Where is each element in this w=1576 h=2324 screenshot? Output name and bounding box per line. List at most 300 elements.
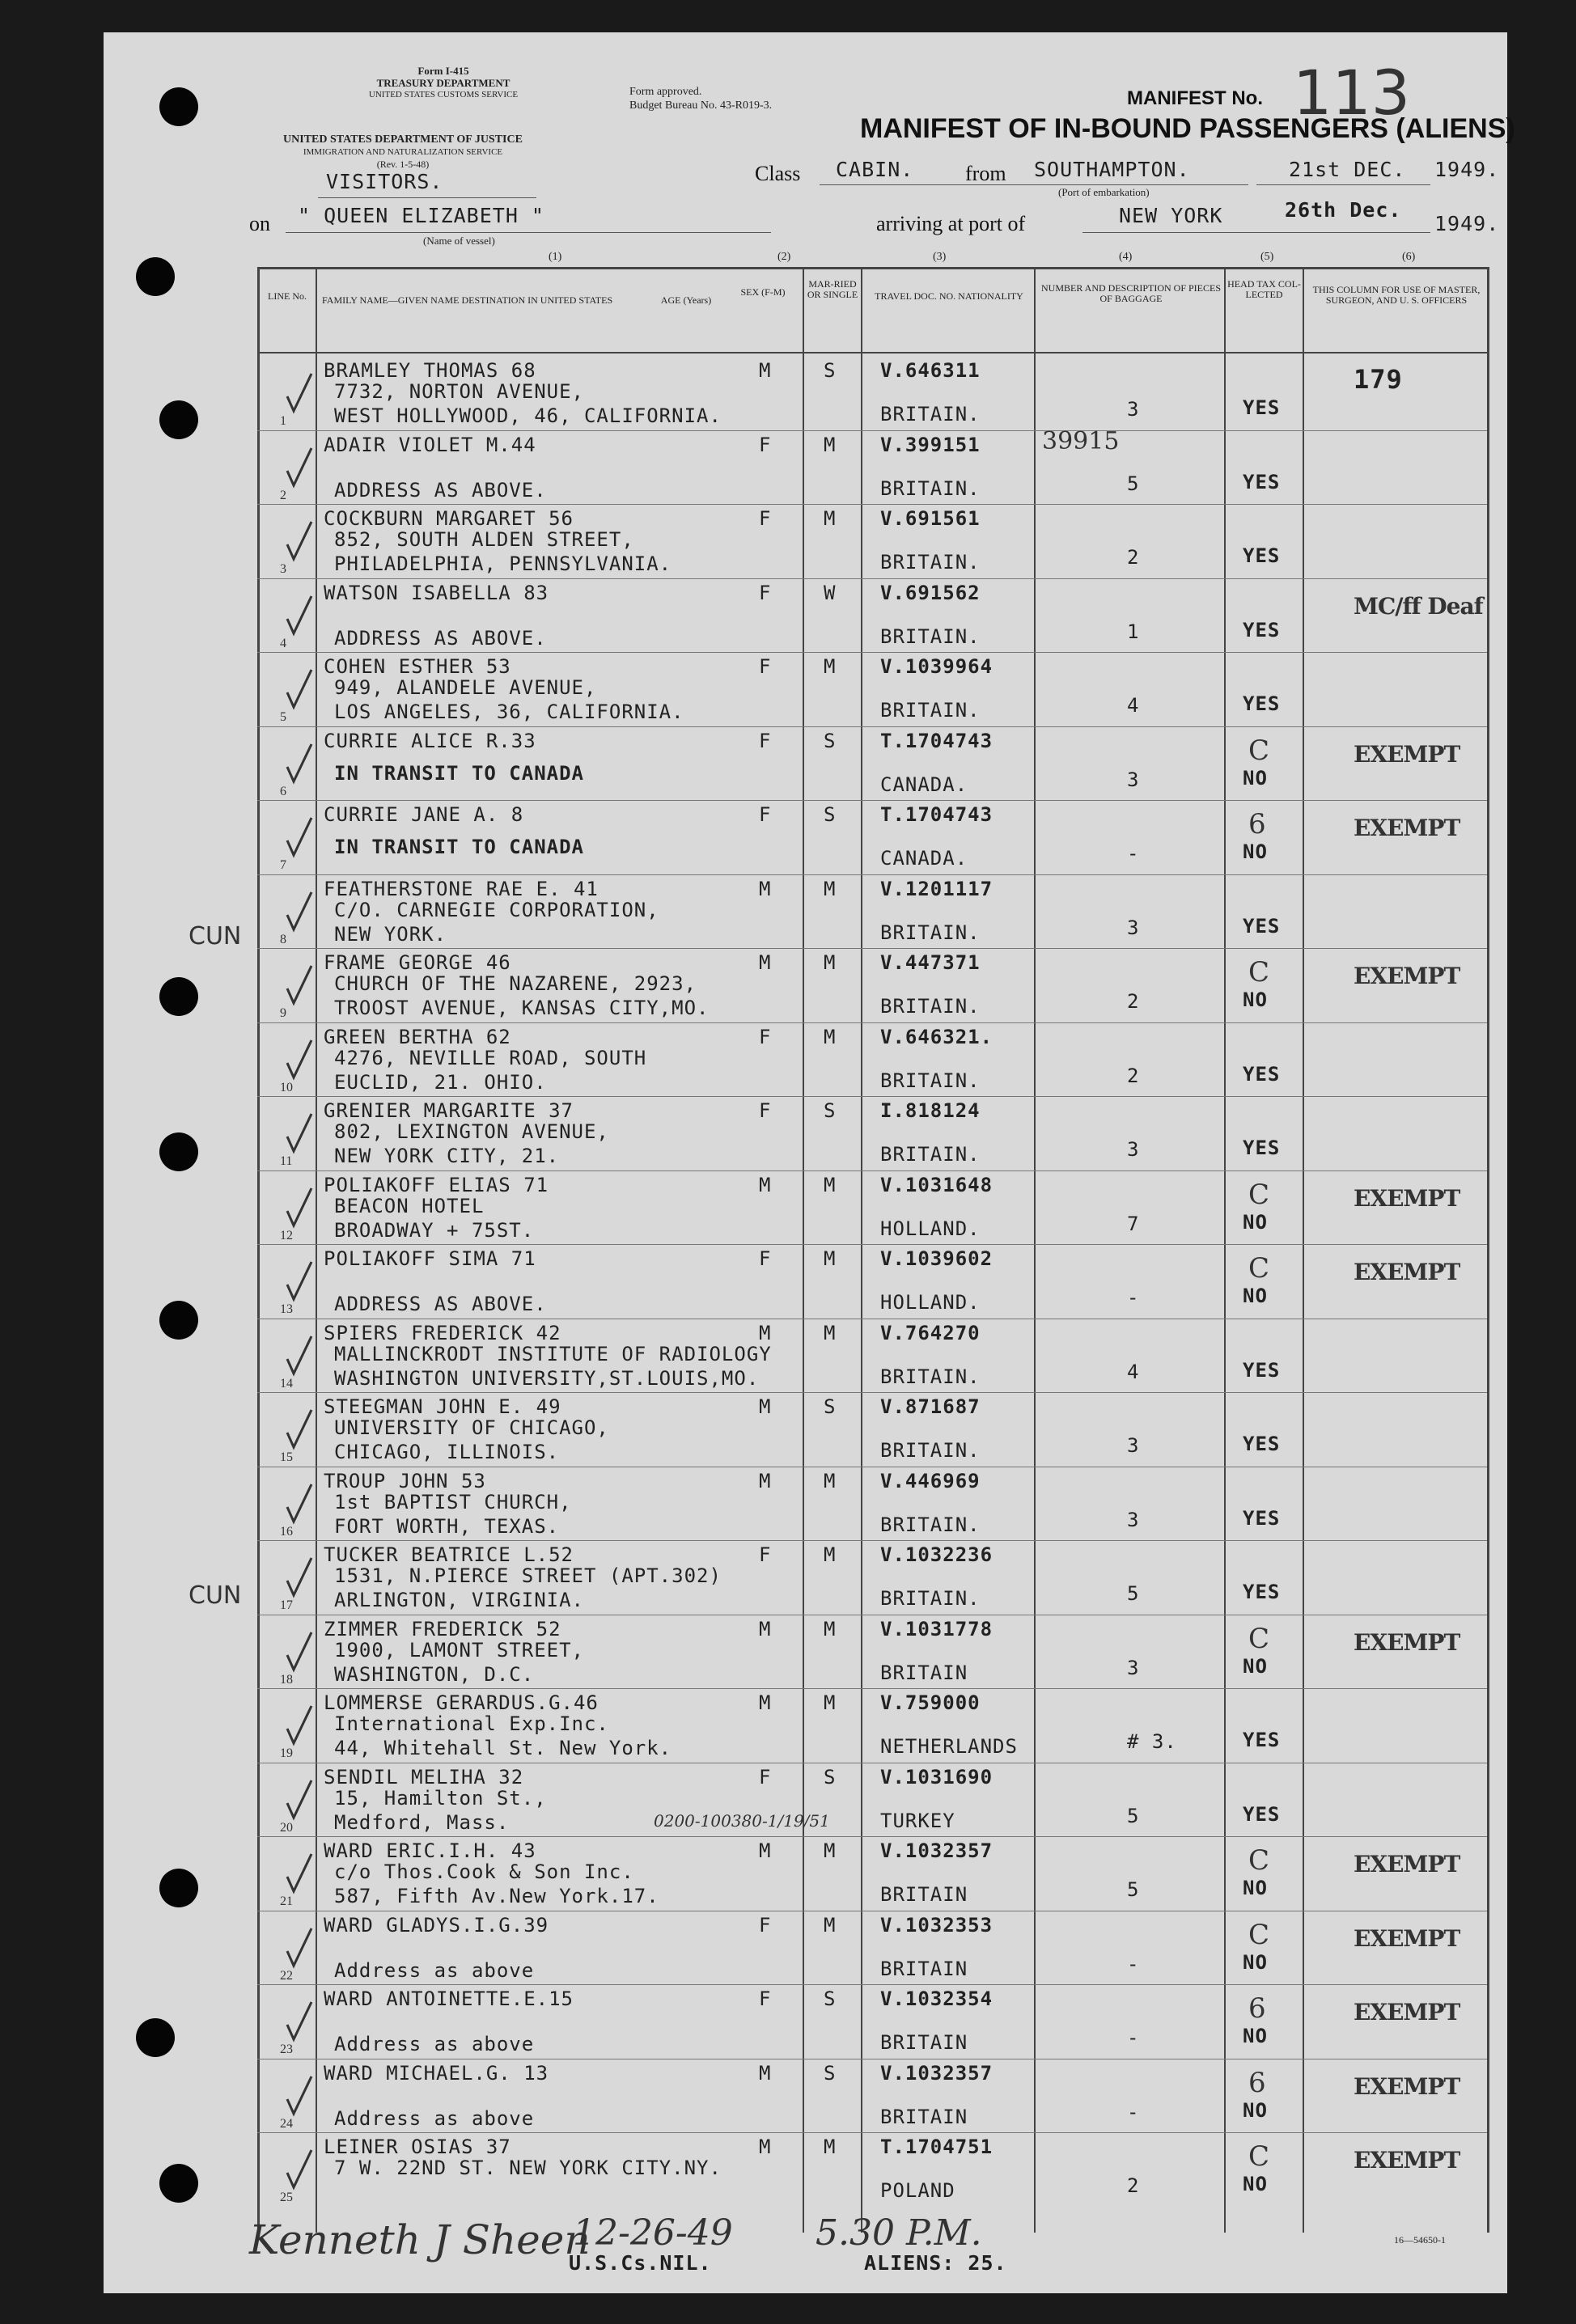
travel-doc-number: V.871687 [880,1395,981,1418]
from-label: from [965,162,1006,185]
baggage-count: 4 [1127,694,1140,717]
line-number: 2 [280,488,286,502]
head-tax-collected: YES [1243,1802,1281,1826]
baggage-count: 1 [1127,620,1140,643]
officer-remark: EXEMPT [1354,815,1460,841]
head-tax-collected: NO [1243,1285,1268,1307]
baggage-count: 3 [1127,1434,1140,1457]
binder-hole [136,257,175,296]
head-tax-collected: YES [1243,544,1281,567]
col-head-head-tax: HEAD TAX COL-LECTED [1227,278,1301,300]
passenger-name-age: GREEN BERTHA 62 [324,1025,511,1048]
check-mark-icon [286,1483,313,1525]
marital-status: S [824,359,837,382]
nationality: BRITAIN [880,1957,968,1980]
head-tax-collected: YES [1243,1062,1281,1086]
row-divider [257,578,1487,579]
check-mark-icon [286,595,313,637]
baggage-count: 5 [1127,1878,1140,1901]
row-divider [257,726,1487,727]
passenger-name-age: CURRIE JANE A. 8 [324,803,524,826]
nationality: BRITAIN. [880,1365,981,1388]
col-divider [1034,267,1036,2233]
head-tax-collected: YES [1243,618,1281,641]
travel-doc-number: V.1031648 [880,1173,993,1196]
line-number: 17 [280,1598,293,1612]
travel-doc-number: V.1039964 [880,655,993,678]
baggage-count: 3 [1127,1656,1140,1679]
arrival-port: NEW YORK [1119,204,1223,227]
margin-note-cun: CUN [189,1581,242,1610]
row-divider [257,1170,1487,1171]
marital-status: S [824,1395,837,1418]
col-num-6: (6) [1402,251,1416,263]
on-label: on [249,212,270,235]
baggage-count: 3 [1127,916,1140,939]
passenger-name-age: COHEN ESTHER 53 [324,655,511,678]
manifest-page [104,32,1515,2293]
destination-line: ADDRESS AS ABOVE. [334,478,547,502]
passenger-name-age: SENDIL MELIHA 32 [324,1765,524,1789]
aliens-count: ALIENS: 25. [864,2251,1007,2275]
line-number: 24 [280,2116,293,2131]
nationality: CANADA. [880,773,968,796]
baggage-count: 3 [1127,398,1140,421]
destination-line: WASHINGTON UNIVERSITY,ST.LOUIS,MO. [334,1366,760,1390]
baggage-count: # 3. [1127,1730,1177,1753]
marital-status: M [824,1617,837,1640]
arrival-date: 26th Dec. [1285,198,1402,222]
nationality: BRITAIN. [880,921,981,944]
col-num-5: (5) [1260,251,1274,263]
line-number: 8 [280,932,286,946]
check-mark-icon [286,447,313,489]
row-divider [257,1096,1487,1097]
passenger-name-age: WARD ANTOINETTE.E.15 [324,1987,574,2010]
check-mark-icon [286,1779,313,1821]
sex-value: F [759,729,772,752]
baggage-count: 2 [1127,1064,1140,1087]
passenger-name-age: WARD ERIC.I.H. 43 [324,1839,536,1862]
vessel-caption: (Name of vessel) [423,235,495,247]
nationality: BRITAIN. [880,1439,981,1462]
destination-line: Medford, Mass. [334,1810,510,1834]
travel-doc-number: V.1201117 [880,877,993,900]
marital-status: M [824,1247,837,1270]
head-tax-collected: NO [1243,2098,1268,2122]
line-number: 14 [280,1376,293,1391]
baggage-count: 3 [1127,1508,1140,1531]
check-mark-icon [286,1260,313,1302]
row-divider [257,430,1487,431]
col-head-travel-doc: TRAVEL DOC. NO. NATIONALITY [875,290,1023,302]
col-num-1: (1) [549,251,562,263]
nationality: POLAND [880,2179,955,2202]
row-divider [257,1540,1487,1541]
head-tax-collected: NO [1243,2173,1268,2195]
marital-status: M [824,1691,837,1714]
row-divider [257,1392,1487,1393]
line-number: 10 [280,1080,293,1094]
row-divider [257,504,1487,505]
travel-doc-number: V.646321. [880,1025,993,1048]
col-divider [861,267,862,2233]
binder-hole [159,400,198,439]
nationality: BRITAIN. [880,624,981,648]
passenger-name-age: WATSON ISABELLA 83 [324,581,549,604]
binder-hole [159,1869,198,1907]
nationality: BRITAIN. [880,403,981,425]
destination-line: NEW YORK. [334,922,447,946]
travel-doc-number: V.646311 [880,359,981,382]
budget-bureau: Budget Bureau No. 43-R019-3. [629,99,773,112]
vessel-name: " QUEEN ELIZABETH " [298,204,544,227]
destination-line: 44, Whitehall St. New York. [334,1737,672,1759]
dept-justice: UNITED STATES DEPARTMENT OF JUSTICE [283,133,523,146]
head-tax-collected: YES [1243,1358,1281,1382]
destination-line: IN TRANSIT TO CANADA [334,761,584,785]
travel-doc-number: V.1039602 [880,1247,993,1270]
check-mark-icon [286,1112,313,1154]
line-number: 7 [280,858,286,872]
line-number: 15 [280,1450,293,1464]
sex-value: M [759,1469,772,1492]
destination-line: ADDRESS AS ABOVE. [334,626,547,650]
embark-year: 1949. [1434,158,1500,181]
check-mark-icon [286,1852,313,1894]
head-tax-collected: YES [1243,1506,1281,1530]
line-number: 19 [280,1746,293,1760]
line-number: 6 [280,784,286,798]
nationality: BRITAIN [880,1661,968,1684]
head-tax-mark: 6 [1248,2066,1266,2099]
col-num-4: (4) [1119,251,1133,263]
check-mark-icon [286,1039,313,1081]
head-tax-mark: C [1248,1622,1270,1655]
destination-line: 15, Hamilton St., [334,1786,547,1810]
travel-doc-number: I.818124 [880,1099,981,1122]
col-head-officers: THIS COLUMN FOR USE OF MASTER, SURGEON, AND U. S. OFFICERS [1312,284,1481,306]
travel-doc-number: V.399151 [880,433,981,456]
binder-hole [136,2018,175,2057]
marital-status: M [824,1913,837,1937]
check-mark-icon [286,1704,313,1746]
travel-doc-number: V.1032236 [880,1543,993,1566]
marital-status: M [824,1321,837,1344]
row-divider [257,652,1487,653]
passenger-name-age: GRENIER MARGARITE 37 [324,1099,574,1122]
binder-hole [159,1132,198,1171]
print-code: 16—54650-1 [1394,2234,1446,2246]
passenger-name-age: LOMMERSE GERARDUS.G.46 [324,1691,599,1714]
nationality: BRITAIN. [880,1069,981,1092]
destination-line: 4276, NEVILLE ROAD, SOUTH [334,1046,647,1069]
head-tax-collected: NO [1243,1654,1268,1678]
check-mark-icon [286,1408,313,1450]
destination-line: C/O. CARNEGIE CORPORATION, [334,898,659,921]
arrival-year: 1949. [1434,212,1500,235]
head-tax-mark: C [1248,1178,1270,1211]
head-tax-collected: YES [1243,914,1281,938]
head-tax-mark: 6 [1248,1992,1266,2025]
line-number: 25 [280,2191,293,2204]
head-tax-collected: YES [1243,692,1281,715]
officer-remark: EXEMPT [1354,2147,1460,2174]
sex-value: F [759,433,772,456]
passenger-name-age: CURRIE ALICE R.33 [324,729,536,752]
line-number: 13 [280,1302,293,1316]
nationality: CANADA. [880,847,968,870]
row-divider [257,800,1487,801]
marital-status: M [824,1173,837,1196]
nationality: BRITAIN. [880,1587,981,1610]
check-mark-icon [286,1556,313,1598]
sex-value: M [759,1395,772,1418]
line-number: 16 [280,1524,293,1539]
col-num-2: (2) [777,251,791,263]
sex-value: F [759,1099,772,1122]
passenger-name-age: ZIMMER FREDERICK 52 [324,1617,561,1640]
nationality: BRITAIN. [880,1143,981,1166]
col-divider [803,267,804,2233]
nationality: BRITAIN. [880,995,981,1018]
passenger-name-age: TROUP JOHN 53 [324,1469,486,1492]
col-head-sex: SEX (F-M) [740,286,786,298]
col-divider [316,267,317,2233]
head-tax-mark: C [1248,1252,1270,1285]
head-tax-mark: C [1248,1844,1270,1877]
nationality: TURKEY [880,1809,955,1832]
baggage-count: - [1127,2026,1140,2049]
destination-line: 7 W. 22ND ST. NEW YORK CITY.NY. [334,2157,722,2179]
destination-line: 852, SOUTH ALDEN STREET, [334,528,634,551]
head-tax-collected: YES [1243,1729,1281,1751]
binder-hole [159,1301,198,1340]
travel-doc-correction: 39915 [1042,426,1120,455]
destination-line: 949, ALANDELE AVENUE, [334,676,597,699]
nationality: BRITAIN [880,2031,968,2054]
binder-hole [159,87,198,126]
officer-remark: EXEMPT [1354,1184,1460,1212]
passenger-name-age: POLIAKOFF SIMA 71 [324,1247,536,1270]
check-mark-icon [286,2075,313,2117]
col-head-name: FAMILY NAME—GIVEN NAME DESTINATION IN UNITED STATES [322,294,613,306]
destination-line: NEW YORK CITY, 21. [334,1145,560,1167]
port-embarkation: SOUTHAMPTON. [1034,158,1190,181]
marital-status: M [824,1025,837,1048]
travel-doc-number: V.1032357 [880,1839,993,1862]
us-citizens-count: U.S.Cs.NIL. [569,2251,712,2275]
sex-value: F [759,1987,772,2010]
travel-doc-number: V.1031778 [880,1617,993,1640]
nationality: BRITAIN [880,1883,968,1906]
embark-date: 21st DEC. [1289,158,1406,181]
travel-doc-number: V.1032353 [880,1913,993,1937]
travel-doc-number: T.1704743 [880,729,993,752]
nationality: BRITAIN. [880,476,981,500]
head-tax-mark: C [1248,734,1270,767]
line-number: 20 [280,1820,293,1835]
col-head-line-no: LINE No. [268,290,307,302]
passenger-name-age: POLIAKOFF ELIAS 71 [324,1173,549,1196]
officer-remark: EXEMPT [1354,1259,1460,1285]
head-tax-collected: NO [1243,766,1268,789]
baggage-count: - [1127,842,1140,865]
check-mark-icon [286,372,313,414]
passenger-name-age: ADAIR VIOLET M.44 [324,433,536,456]
table-left-border [257,267,260,2233]
sex-value: F [759,507,772,530]
check-mark-icon [286,1335,313,1377]
sex-value: M [759,1617,772,1640]
head-tax-collected: YES [1243,470,1281,493]
marital-status: M [824,877,837,900]
line-number: 3 [280,562,286,576]
destination-line: 1531, N.PIERCE STREET (APT.302) [334,1564,722,1587]
file-note: 0200-100380-1/19/51 [654,1810,830,1831]
destination-line: Address as above [334,2106,535,2130]
check-mark-icon [286,2000,313,2042]
nationality: HOLLAND. [880,1291,981,1314]
baggage-count: 5 [1127,1804,1140,1827]
destination-line: 587, Fifth Av.New York.17. [334,1885,659,1907]
sex-value: F [759,655,772,678]
baggage-count: 2 [1127,990,1140,1013]
row-divider [257,1836,1487,1837]
head-tax-collected: NO [1243,1877,1268,1899]
destination-line: 802, LEXINGTON AVENUE, [334,1120,609,1143]
officer-remark: EXEMPT [1354,1924,1460,1952]
sex-value: F [759,1913,772,1937]
destination-line: EUCLID, 21. OHIO. [334,1070,547,1094]
marital-status: M [824,951,837,974]
travel-doc-number: V.759000 [880,1691,981,1714]
destination-line: Address as above [334,1958,535,1982]
line-number: 23 [280,2042,293,2056]
manifest-label: MANIFEST No. [1127,87,1263,109]
manifest-title: MANIFEST OF IN-BOUND PASSENGERS (ALIENS) [860,113,1515,144]
line-number: 5 [280,710,286,724]
destination-line: BROADWAY + 75ST. [334,1218,535,1242]
baggage-count: 5 [1127,1582,1140,1605]
destination-line: ARLINGTON, VIRGINIA. [334,1589,584,1611]
row-divider [257,2132,1487,2133]
col-num-3: (3) [933,251,947,263]
port-embark-caption: (Port of embarkation) [1058,186,1150,198]
nationality: BRITAIN. [880,699,981,722]
head-tax-collected: YES [1243,1581,1281,1603]
row-divider [257,1688,1487,1689]
dept-ins: IMMIGRATION AND NATURALIZATION SERVICE [303,147,503,157]
destination-line: WASHINGTON, D.C. [334,1662,535,1686]
check-mark-icon [286,668,313,710]
head-tax-mark: 6 [1248,808,1266,840]
sex-value: M [759,2061,772,2085]
sex-value: F [759,1765,772,1789]
marital-status: W [824,581,837,604]
row-divider [257,948,1487,949]
officer-remark: 179 [1354,364,1403,395]
line-number: 4 [280,636,286,650]
nationality: HOLLAND. [880,1217,981,1240]
destination-line: CHICAGO, ILLINOIS. [334,1441,560,1463]
baggage-count: 2 [1127,2174,1140,2197]
baggage-count: 4 [1127,1360,1140,1383]
col-head-baggage: NUMBER AND DESCRIPTION OF PIECES OF BAGGAGE [1040,282,1222,304]
head-tax-collected: NO [1243,840,1268,863]
row-divider [257,1244,1487,1245]
sex-value: M [759,1691,772,1714]
marital-status: S [824,1987,837,2010]
travel-doc-number: V.1032354 [880,1987,993,2010]
destination-line: 1900, LAMONT STREET, [334,1638,584,1662]
baggage-count: - [1127,1952,1140,1975]
travel-doc-number: V.447371 [880,951,981,974]
destination-line: Address as above [334,2033,535,2055]
passenger-name-age: SPIERS FREDERICK 42 [324,1321,561,1344]
line-number: 9 [280,1006,286,1020]
check-mark-icon [286,743,313,785]
marital-status: M [824,1469,837,1492]
marital-status: M [824,433,837,456]
sex-value: F [759,581,772,604]
dept-treasury: TREASURY DEPARTMENT [376,77,511,89]
travel-doc-number: T.1704751 [880,2136,993,2158]
marital-status: M [824,2136,837,2158]
destination-line: BEACON HOTEL [334,1194,485,1217]
officer-signature: Kenneth J Sheen [249,2216,591,2263]
row-divider [257,1984,1487,1985]
marital-status: S [824,1765,837,1789]
col-divider [1303,267,1304,2233]
baggage-count: - [1127,2100,1140,2123]
line-number: 12 [280,1228,293,1242]
arriving-label: arriving at port of [876,212,1026,235]
form-approved: Form approved. [629,86,702,98]
head-tax-collected: NO [1243,2025,1268,2047]
margin-note-cun: CUN [189,922,242,950]
signature-date: 12-26-49 [573,2212,733,2254]
travel-doc-number: V.1031690 [880,1765,993,1789]
destination-line: TROOST AVENUE, KANSAS CITY,MO. [334,997,710,1019]
destination-line: CHURCH OF THE NAZARENE, 2923, [334,972,697,995]
sex-value: M [759,359,772,382]
revision: (Rev. 1-5-48) [376,159,430,170]
travel-doc-number: V.764270 [880,1321,981,1344]
sex-value: M [759,1321,772,1344]
destination-line: 1st BAPTIST CHURCH, [334,1490,572,1513]
travel-doc-number: V.1032357 [880,2061,993,2085]
check-mark-icon [286,1187,313,1229]
officer-remark: EXEMPT [1354,963,1460,989]
passenger-name-age: LEINER OSIAS 37 [324,2136,511,2158]
travel-doc-number: V.446969 [880,1469,981,1492]
head-tax-mark: C [1248,956,1270,988]
nationality: BRITAIN. [880,551,981,574]
check-mark-icon [286,1927,313,1969]
binder-hole [159,2164,198,2203]
sex-value: M [759,877,772,900]
marital-status: S [824,2061,837,2085]
marital-status: S [824,1099,837,1122]
marital-status: S [824,729,837,752]
head-tax-collected: YES [1243,396,1281,419]
baggage-count: 2 [1127,546,1140,569]
officer-remark: EXEMPT [1354,1851,1460,1877]
destination-line: IN TRANSIT TO CANADA [334,836,584,858]
check-mark-icon [286,891,313,933]
travel-doc-number: V.691562 [880,581,981,604]
